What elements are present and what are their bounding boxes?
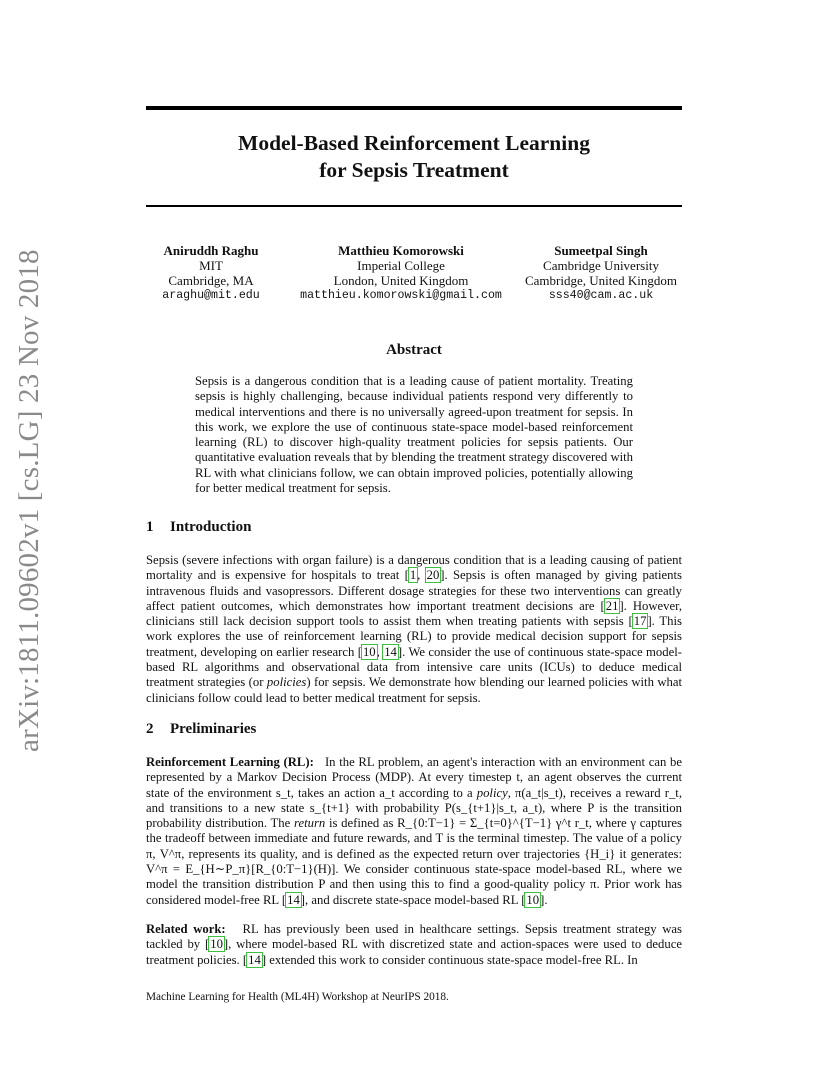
text-run: ], and discrete state-space model-based RL [ xyxy=(300,892,526,907)
author-affiliation: MIT xyxy=(199,258,223,273)
related-work-paragraph xyxy=(146,922,682,968)
paragraph-label: Related work: xyxy=(146,922,226,936)
italic-term: return xyxy=(294,816,326,831)
text-run: ] extended this work to consider continuous state-space model-free RL. In xyxy=(261,952,638,967)
author-block xyxy=(146,243,682,313)
citation-link[interactable]: 10 xyxy=(526,892,540,907)
text-run: , π(a_t|s_t), receives a reward r_t, and transitions to a new state s_{t+1} with probability P(s_{t+1}|s_t, a_t), where P is the transition probability distribution. The xyxy=(146,785,682,831)
text-run: ]. Sepsis is often managed by giving patients intravenous fluids and vasopressors. Different dosage strategies for these two interventions can greatly affect patient outcomes, which demonstrates how important treatment decisions are [ xyxy=(146,568,682,613)
author-location: London, United Kingdom xyxy=(333,273,469,288)
title-top-rule xyxy=(146,106,682,110)
citation-link[interactable]: 10 xyxy=(362,644,376,659)
paragraph-label: Reinforcement Learning (RL): xyxy=(146,755,314,769)
author-name: Sumeetpal Singh xyxy=(554,243,648,258)
rl-paragraph xyxy=(146,755,682,908)
abstract-text: Sepsis is a dangerous condition that is a leading cause of patient mortality. Treating sepsis is highly challenging, because individual patients respond very differently to medical interventions and there is no universally agreed-upon treatment for sepsis. In this work, we explore the use of continuous state-space model-based reinforcement learning (RL) to discover high-quality treatment policies for sepsis patients. Our quantitative evaluation reveals that by blending the treatment strategy discovered with RL with what clinicians follow, we can obtain improved policies, potentially allowing for better medical treatment for sepsis. xyxy=(195,374,633,496)
author-email[interactable]: sss40@cam.ac.uk xyxy=(548,289,654,302)
author-name: Aniruddh Raghu xyxy=(163,243,259,258)
section-heading-preliminaries xyxy=(146,721,256,738)
text-run: , xyxy=(376,644,384,659)
citation-link[interactable]: 17 xyxy=(633,614,647,629)
citation-link[interactable]: 20 xyxy=(426,568,440,583)
author-name: Matthieu Komorowski xyxy=(338,243,464,258)
text-run: ]. xyxy=(540,892,548,907)
author-3 xyxy=(501,243,701,303)
citation-link[interactable]: 14 xyxy=(384,644,397,659)
text-run: ]. However, clinicians still lack decision support tools to assist them when treating patients with sepsis [ xyxy=(146,598,682,629)
citation-link[interactable]: 21 xyxy=(605,598,619,613)
citation-link[interactable]: 14 xyxy=(248,952,261,967)
title-line-1: Model-Based Reinforcement Learning xyxy=(238,131,590,155)
workshop-footnote: Machine Learning for Health (ML4H) Workshop at NeurIPS 2018. xyxy=(146,991,449,1003)
author-location: Cambridge, MA xyxy=(168,273,254,288)
text-run: , xyxy=(417,568,426,583)
text-run: RL has previously been used in healthcare settings. Sepsis treatment strategy was tackled by [ xyxy=(146,922,682,952)
text-run: ]. We consider the use of continuous state-space model-based RL algorithms and observational data from intensive care units (ICUs) to deduce medical treatment strategies (or xyxy=(146,644,682,690)
text-run: ], where model-based RL with discretized state and action-spaces were used to deduce treatment policies. [ xyxy=(146,937,682,967)
author-1 xyxy=(146,243,276,303)
section-heading-introduction xyxy=(146,519,251,536)
section-title: Introduction xyxy=(170,519,252,535)
section-number: 1 xyxy=(146,519,154,535)
text-run: ]. This work explores the use of reinforcement learning (RL) to provide medical decision support for sepsis treatment, developing on earlier research [ xyxy=(146,614,682,659)
text-run: ) for sepsis. We demonstrate how blending our learned policies with what clinicians follow could lead to better medical treatment for sepsis. xyxy=(146,675,682,705)
text-run: is defined as R_{0:T−1} = Σ_{t=0}^{T−1} γ^t r_t, where γ captures the tradeoff between immediate and future rewards, and T is the terminal timestep. The value of a policy π, V^π, represents its quality, and is defined as the expected return over trajectories {H_i} it generates: V^π = E_{H∼P_π}[R_{0:T−1}(H)]. We consider continuous state-space model-based RL, where we model the transition distribution P and then using this to find a good-quality policy π. Prior work has considered model-free RL [ xyxy=(146,816,682,907)
arxiv-identifier: arXiv:1811.09602v1 [cs.LG] 23 Nov 2018 xyxy=(13,249,45,752)
citation-link[interactable]: 14 xyxy=(287,892,300,907)
title-bottom-rule xyxy=(146,205,682,207)
introduction-paragraph xyxy=(146,553,682,706)
section-title: Preliminaries xyxy=(170,721,257,737)
text-run: Sepsis (severe infections with organ failure) is a dangerous condition that is a leading causing of patient mortality and is expensive for hospitals to treat [ xyxy=(146,553,682,583)
author-affiliation: Imperial College xyxy=(357,258,445,273)
abstract-heading: Abstract xyxy=(386,342,442,358)
author-email[interactable]: araghu@mit.edu xyxy=(162,289,260,302)
author-location: Cambridge, United Kingdom xyxy=(524,273,677,288)
citation-link[interactable]: 1 xyxy=(409,568,417,583)
author-affiliation: Cambridge University xyxy=(543,258,659,273)
paper-title xyxy=(146,130,682,184)
italic-term: policy xyxy=(476,785,508,800)
text-run: In the RL problem, an agent's interaction with an environment can be represented by a Markov Decision Process (MDP). At every timestep t, an agent observes the current state of the environment s_t, takes an action a_t according to a xyxy=(146,755,683,800)
italic-term: policies xyxy=(266,675,307,690)
section-number: 2 xyxy=(146,721,154,737)
author-email[interactable]: matthieu.komorowski@gmail.com xyxy=(300,289,502,302)
title-line-2: for Sepsis Treatment xyxy=(319,158,509,182)
citation-link[interactable]: 10 xyxy=(210,937,223,952)
author-2 xyxy=(276,243,526,303)
